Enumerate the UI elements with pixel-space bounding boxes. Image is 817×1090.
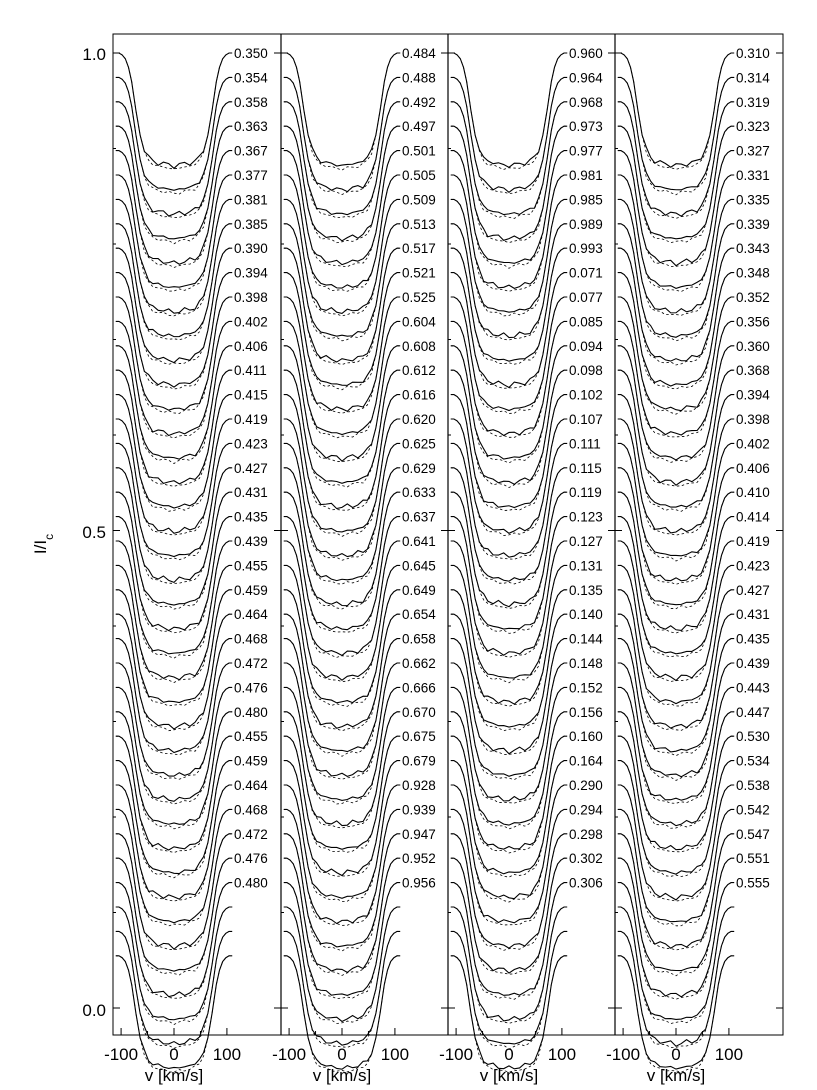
phase-label: 0.327	[736, 143, 770, 159]
phase-label: 0.964	[569, 70, 603, 86]
phase-label: 0.649	[402, 582, 436, 598]
y-tick-label: 0.0	[82, 1001, 106, 1020]
phase-label: 0.443	[736, 680, 770, 696]
phase-label: 0.290	[569, 778, 603, 794]
phase-label: 0.993	[569, 241, 603, 257]
phase-label: 0.415	[234, 387, 268, 403]
phase-label: 0.501	[402, 143, 436, 159]
phase-label: 0.476	[234, 851, 268, 867]
model-profile	[451, 53, 567, 169]
phase-label: 0.459	[234, 582, 268, 598]
phase-label: 0.385	[234, 216, 268, 232]
phase-label: 0.131	[569, 558, 603, 574]
phase-label: 0.148	[569, 656, 603, 672]
x-tick-label: 100	[714, 1045, 744, 1064]
phase-label: 0.555	[736, 875, 770, 891]
phase-label: 0.348	[736, 265, 770, 281]
phase-label: 0.641	[402, 534, 436, 550]
phase-label: 0.989	[569, 216, 603, 232]
phase-label: 0.956	[402, 875, 436, 891]
x-tick-label: -100	[606, 1045, 641, 1064]
phase-label: 0.335	[736, 192, 770, 208]
phase-label: 0.363	[234, 119, 268, 135]
phase-label: 0.625	[402, 436, 436, 452]
phase-label: 0.423	[234, 436, 268, 452]
phase-label: 0.107	[569, 412, 603, 428]
phase-label: 0.098	[569, 363, 603, 379]
phase-label: 0.302	[569, 851, 603, 867]
phase-label: 0.981	[569, 168, 603, 184]
phase-label: 0.985	[569, 192, 603, 208]
phase-label: 0.468	[234, 802, 268, 818]
phase-label: 0.094	[569, 338, 603, 354]
phase-label: 0.459	[234, 753, 268, 769]
phase-label: 0.119	[569, 485, 602, 501]
phase-label: 0.314	[736, 70, 770, 86]
phase-label: 0.476	[234, 680, 268, 696]
phase-label: 0.356	[736, 314, 770, 330]
x-tick-label: 0	[169, 1045, 179, 1064]
phase-label: 0.505	[402, 168, 436, 184]
x-tick-label: 100	[212, 1045, 242, 1064]
phase-label: 0.952	[402, 851, 436, 867]
phase-label: 0.620	[402, 412, 436, 428]
x-tick-label: 100	[547, 1045, 577, 1064]
phase-label: 0.319	[736, 94, 770, 110]
x-axis-title: v [km/s]	[312, 1066, 372, 1085]
phase-label: 0.464	[234, 778, 268, 794]
phase-label: 0.339	[736, 216, 770, 232]
x-tick-label: -100	[439, 1045, 474, 1064]
x-axis-title: v [km/s]	[479, 1066, 539, 1085]
phase-label: 0.509	[402, 192, 436, 208]
phase-label: 0.115	[569, 460, 602, 476]
phase-label: 0.394	[234, 265, 268, 281]
phase-label: 0.358	[234, 94, 268, 110]
phase-label: 0.323	[736, 119, 770, 135]
phase-label: 0.350	[234, 46, 268, 61]
phase-label: 0.394	[736, 387, 770, 403]
phase-label: 0.423	[736, 558, 770, 574]
phase-label: 0.968	[569, 94, 603, 110]
phase-label: 0.468	[234, 631, 268, 647]
x-axis-title: v [km/s]	[646, 1066, 706, 1085]
x-tick-label: -100	[272, 1045, 307, 1064]
observed-profile	[451, 53, 567, 167]
phase-label: 0.530	[736, 729, 770, 745]
x-tick-label: 100	[380, 1045, 410, 1064]
phase-label: 0.675	[402, 729, 436, 745]
phase-label: 0.612	[402, 363, 436, 379]
phase-label: 0.492	[402, 94, 436, 110]
phase-label: 0.123	[569, 509, 603, 525]
phase-label: 0.633	[402, 485, 436, 501]
phase-label: 0.427	[234, 460, 268, 476]
phase-label: 0.410	[736, 485, 770, 501]
phase-label: 0.306	[569, 875, 603, 891]
phase-label: 0.455	[234, 558, 268, 574]
phase-label: 0.662	[402, 656, 436, 672]
phase-label: 0.497	[402, 119, 436, 135]
phase-label: 0.431	[736, 607, 770, 623]
phase-label: 0.435	[736, 631, 770, 647]
observed-profile	[284, 53, 400, 166]
phase-label: 0.525	[402, 290, 436, 306]
phase-label: 0.670	[402, 704, 436, 720]
model-profile	[284, 53, 400, 170]
phase-label: 0.164	[569, 753, 603, 769]
x-tick-label: 0	[337, 1045, 347, 1064]
phase-label: 0.960	[569, 46, 603, 61]
phase-label: 0.439	[736, 656, 770, 672]
phase-label: 0.551	[736, 851, 770, 867]
phase-label: 0.135	[569, 582, 603, 598]
model-profile	[618, 53, 734, 169]
phase-label: 0.464	[234, 607, 268, 623]
phase-label: 0.679	[402, 753, 436, 769]
phase-label: 0.102	[569, 387, 603, 403]
phase-label: 0.156	[569, 704, 603, 720]
phase-label: 0.939	[402, 802, 436, 818]
phase-label: 0.547	[736, 826, 770, 842]
observed-profile	[116, 53, 232, 168]
phase-label: 0.472	[234, 826, 268, 842]
phase-label: 0.414	[736, 509, 770, 525]
phase-label: 0.406	[234, 338, 268, 354]
phase-label: 0.411	[234, 363, 267, 379]
phase-label: 0.517	[402, 241, 436, 257]
phase-label: 0.666	[402, 680, 436, 696]
phase-label: 0.654	[402, 607, 436, 623]
phase-label: 0.077	[569, 290, 603, 306]
phase-label: 0.928	[402, 778, 436, 794]
phase-label: 0.398	[234, 290, 268, 306]
phase-label: 0.152	[569, 680, 603, 696]
phase-label: 0.368	[736, 363, 770, 379]
phase-label: 0.637	[402, 509, 436, 525]
phase-label: 0.140	[569, 607, 603, 623]
y-tick-label: 0.5	[82, 523, 106, 542]
phase-label: 0.354	[234, 70, 268, 86]
phase-label: 0.513	[402, 216, 436, 232]
phase-label: 0.402	[234, 314, 268, 330]
phase-label: 0.298	[569, 826, 603, 842]
phase-label: 0.629	[402, 460, 436, 476]
phase-label: 0.310	[736, 46, 770, 61]
phase-label: 0.431	[234, 485, 268, 501]
phase-label: 0.071	[569, 265, 603, 281]
phase-label: 0.480	[234, 875, 268, 891]
phase-label: 0.294	[569, 802, 603, 818]
phase-label: 0.160	[569, 729, 603, 745]
phase-label: 0.488	[402, 70, 436, 86]
phase-label: 0.973	[569, 119, 603, 135]
phase-label: 0.534	[736, 753, 770, 769]
phase-label: 0.616	[402, 387, 436, 403]
y-axis-title: $I/I_c$	[31, 533, 56, 555]
phase-label: 0.398	[736, 412, 770, 428]
phase-label: 0.360	[736, 338, 770, 354]
phase-label: 0.377	[234, 168, 268, 184]
phase-label: 0.484	[402, 46, 436, 61]
phase-label: 0.085	[569, 314, 603, 330]
phase-label: 0.331	[736, 168, 770, 184]
phase-label: 0.645	[402, 558, 436, 574]
x-tick-label: 0	[504, 1045, 514, 1064]
phase-label: 0.390	[234, 241, 268, 257]
phase-label: 0.977	[569, 143, 603, 159]
phase-label: 0.367	[234, 143, 268, 159]
phase-label: 0.343	[736, 241, 770, 257]
phase-label: 0.406	[736, 460, 770, 476]
phase-label: 0.658	[402, 631, 436, 647]
observed-profile	[618, 53, 734, 167]
phase-label: 0.435	[234, 509, 268, 525]
phase-label: 0.127	[569, 534, 603, 550]
phase-label: 0.144	[569, 631, 603, 647]
phase-label: 0.521	[402, 265, 436, 281]
phase-label: 0.480	[234, 704, 268, 720]
y-tick-label: 1.0	[82, 45, 106, 64]
x-tick-label: 0	[671, 1045, 681, 1064]
phase-label: 0.542	[736, 802, 770, 818]
phase-label: 0.608	[402, 338, 436, 354]
phase-label: 0.455	[234, 729, 268, 745]
phase-label: 0.447	[736, 704, 770, 720]
x-tick-label: -100	[104, 1045, 139, 1064]
phase-label: 0.472	[234, 656, 268, 672]
phase-label: 0.419	[736, 534, 770, 550]
phase-label: 0.538	[736, 778, 770, 794]
phase-label: 0.381	[234, 192, 268, 208]
model-profile	[116, 53, 232, 169]
phase-label: 0.604	[402, 314, 436, 330]
phase-label: 0.352	[736, 290, 770, 306]
phase-label: 0.439	[234, 534, 268, 550]
phase-label: 0.427	[736, 582, 770, 598]
phase-label: 0.947	[402, 826, 436, 842]
phase-label: 0.419	[234, 412, 268, 428]
x-axis-title: v [km/s]	[144, 1066, 204, 1085]
phase-label: 0.402	[736, 436, 770, 452]
phase-label: 0.111	[569, 436, 601, 452]
